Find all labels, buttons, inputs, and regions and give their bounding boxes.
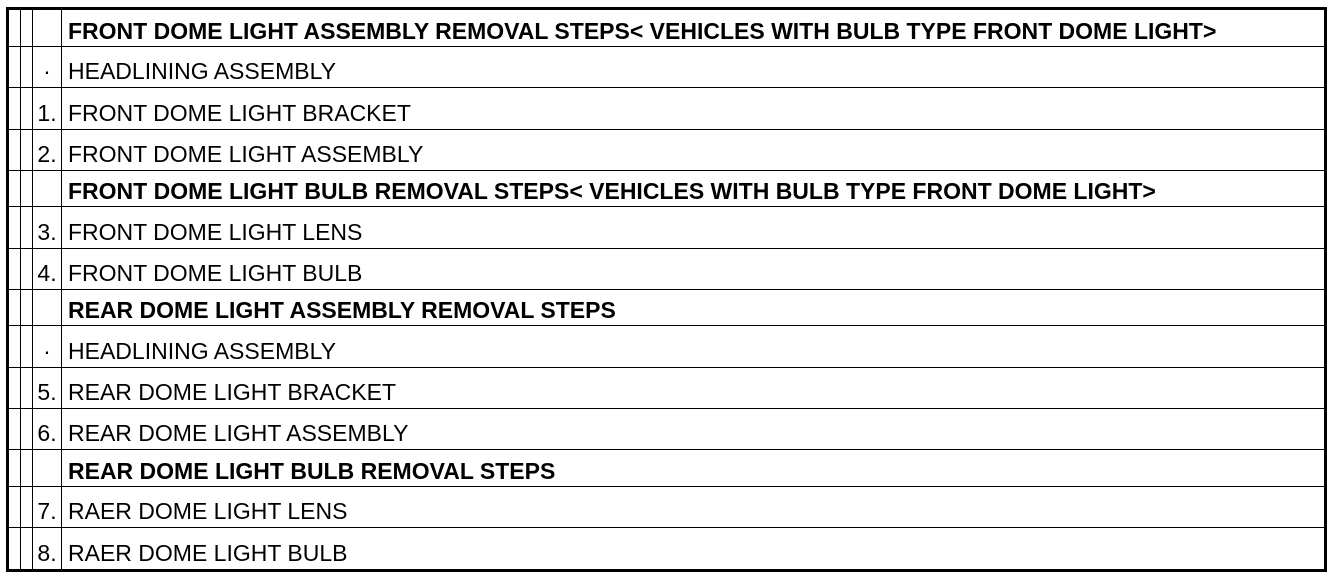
row-spacer-cell xyxy=(21,326,33,367)
step-number: 4. xyxy=(33,248,62,289)
section-heading-row xyxy=(9,10,1324,46)
step-number xyxy=(33,170,62,206)
row-spacer-cell xyxy=(21,88,33,129)
row-spacer-cell xyxy=(21,408,33,449)
row-spacer-cell xyxy=(21,248,33,289)
step-number: 7. xyxy=(33,486,62,527)
step-row xyxy=(9,46,1324,87)
row-spacer-cell xyxy=(21,289,33,325)
step-text: HEADLINING ASSEMBLY xyxy=(62,326,1325,367)
row-spacer-cell xyxy=(9,170,21,206)
step-text: REAR DOME LIGHT ASSEMBLY xyxy=(62,408,1325,449)
step-text: FRONT DOME LIGHT BRACKET xyxy=(62,88,1325,129)
row-spacer-cell xyxy=(9,46,21,87)
step-text: FRONT DOME LIGHT ASSEMBLY xyxy=(62,129,1325,170)
step-number: 3. xyxy=(33,207,62,248)
row-spacer-cell xyxy=(9,207,21,248)
step-row xyxy=(9,408,1324,449)
step-number: · xyxy=(33,46,62,87)
removal-steps-table-body xyxy=(9,10,1324,569)
step-number xyxy=(33,10,62,46)
row-spacer-cell xyxy=(9,408,21,449)
row-spacer-cell xyxy=(9,486,21,527)
step-number xyxy=(33,450,62,486)
row-spacer-cell xyxy=(9,367,21,408)
step-text: RAER DOME LIGHT BULB xyxy=(62,527,1325,569)
row-spacer-cell xyxy=(9,129,21,170)
section-heading-row xyxy=(9,289,1324,325)
section-heading: FRONT DOME LIGHT ASSEMBLY REMOVAL STEPS< VEHICLES WITH BULB TYPE FRONT DOME LIGHT> xyxy=(62,10,1325,46)
step-row xyxy=(9,88,1324,129)
step-number: 2. xyxy=(33,129,62,170)
step-number: 1. xyxy=(33,88,62,129)
step-number: 6. xyxy=(33,408,62,449)
step-row xyxy=(9,207,1324,248)
row-spacer-cell xyxy=(21,170,33,206)
step-row xyxy=(9,367,1324,408)
step-text: FRONT DOME LIGHT LENS xyxy=(62,207,1325,248)
section-heading: FRONT DOME LIGHT BULB REMOVAL STEPS< VEHICLES WITH BULB TYPE FRONT DOME LIGHT> xyxy=(62,170,1325,206)
step-row xyxy=(9,248,1324,289)
row-spacer-cell xyxy=(9,10,21,46)
row-spacer-cell xyxy=(21,207,33,248)
row-spacer-cell xyxy=(9,326,21,367)
row-spacer-cell xyxy=(21,10,33,46)
step-row xyxy=(9,129,1324,170)
section-heading: REAR DOME LIGHT ASSEMBLY REMOVAL STEPS xyxy=(62,289,1325,325)
row-spacer-cell xyxy=(9,88,21,129)
step-number: · xyxy=(33,326,62,367)
row-spacer-cell xyxy=(9,527,21,569)
row-spacer-cell xyxy=(21,367,33,408)
step-number xyxy=(33,289,62,325)
row-spacer-cell xyxy=(9,450,21,486)
section-heading: REAR DOME LIGHT BULB REMOVAL STEPS xyxy=(62,450,1325,486)
step-row xyxy=(9,326,1324,367)
section-heading-row xyxy=(9,170,1324,206)
section-heading-row xyxy=(9,450,1324,486)
row-spacer-cell xyxy=(21,450,33,486)
step-text: HEADLINING ASSEMBLY xyxy=(62,46,1325,87)
row-spacer-cell xyxy=(21,486,33,527)
step-number: 5. xyxy=(33,367,62,408)
row-spacer-cell xyxy=(21,46,33,87)
step-text: REAR DOME LIGHT BRACKET xyxy=(62,367,1325,408)
row-spacer-cell xyxy=(9,289,21,325)
step-number: 8. xyxy=(33,527,62,569)
step-row xyxy=(9,486,1324,527)
row-spacer-cell xyxy=(21,129,33,170)
row-spacer-cell xyxy=(21,527,33,569)
step-text: RAER DOME LIGHT LENS xyxy=(62,486,1325,527)
row-spacer-cell xyxy=(9,248,21,289)
removal-steps-table xyxy=(9,10,1324,569)
removal-steps-table-frame xyxy=(6,7,1327,572)
step-row xyxy=(9,527,1324,569)
step-text: FRONT DOME LIGHT BULB xyxy=(62,248,1325,289)
